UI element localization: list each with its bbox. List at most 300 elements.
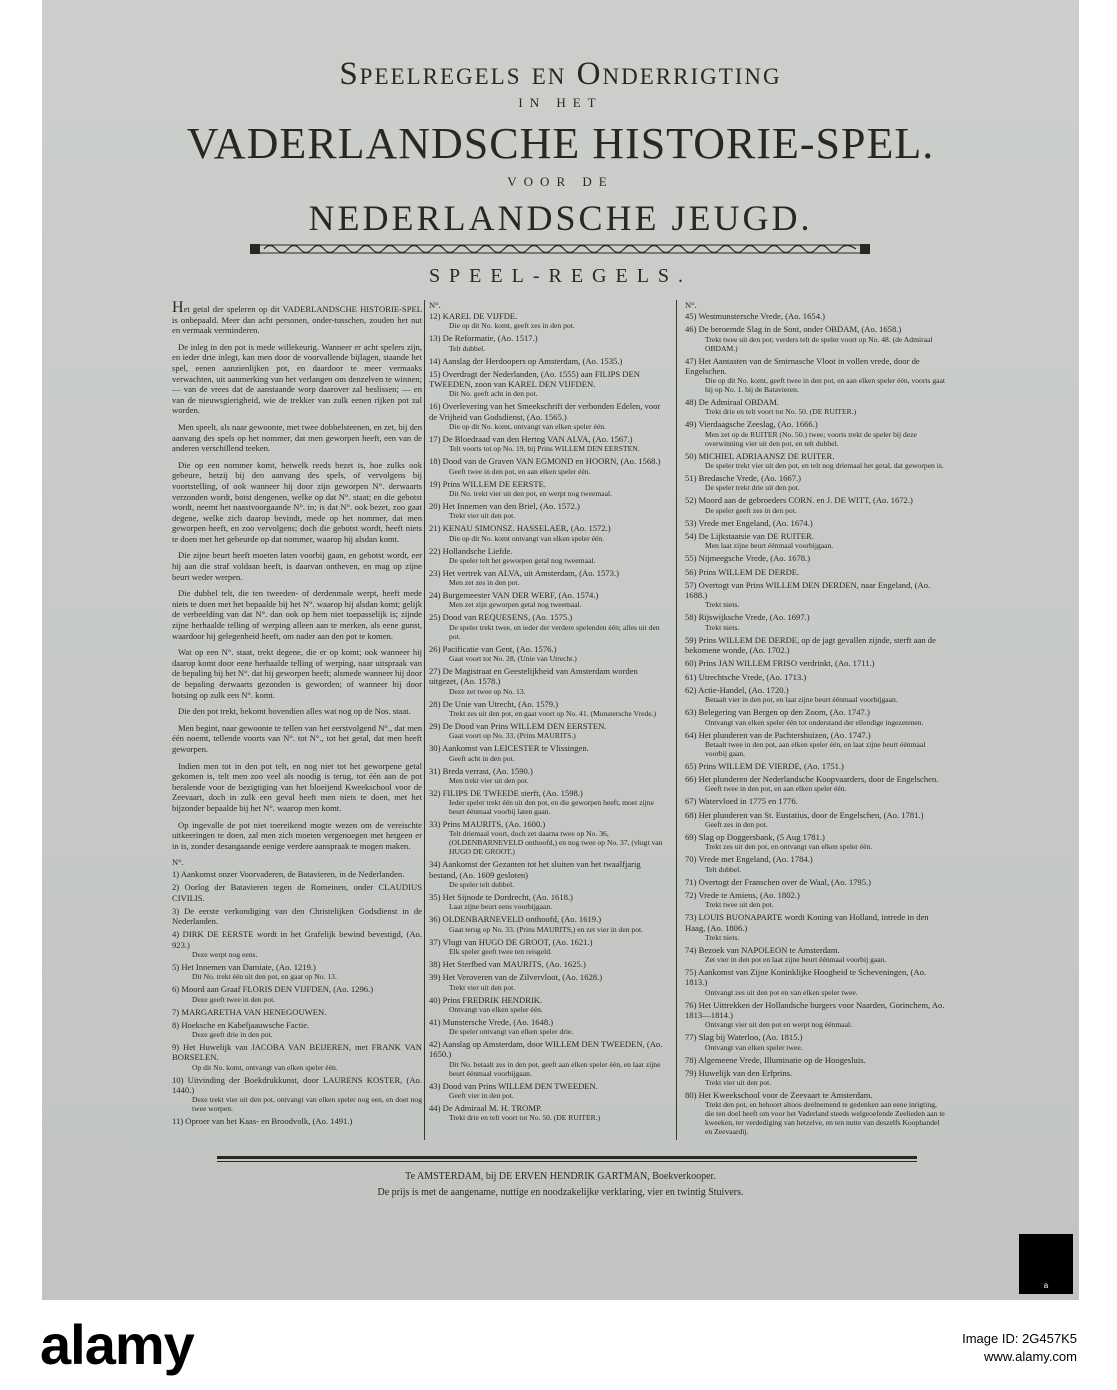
item-rule: Zet vier in den pot en laat zijne beurt éénmaal voorbij gaan. [705, 955, 887, 965]
item-number: 36) [429, 914, 443, 925]
item-text: Prins WILLEM DE EERSTE. [442, 478, 547, 489]
item-number: 27) [429, 666, 443, 677]
item-rule: Ontvangt vier uit den pot en werpt nog éénmaal. [705, 1020, 852, 1030]
board-square-item [685, 877, 945, 887]
item-number: 14) [429, 355, 443, 366]
drop-cap: H [172, 299, 184, 316]
item-rule: Elk speler geeft twee ten reisgeld. [449, 946, 552, 956]
item-rule: Trekt vier uit den pot. [705, 1078, 772, 1088]
item-number: 23) [429, 567, 443, 578]
item-text: Burgemeester VAN DER WERF, (Ao. 1574.) [442, 590, 599, 601]
item-number: 16) [429, 401, 443, 412]
item-number: 65) [685, 760, 699, 771]
board-square-item [429, 612, 667, 640]
item-text: Aankomst onzer Voorvaderen, de Batavieren, in de Nederlanden. [180, 868, 405, 879]
item-number: 2) [172, 882, 185, 893]
item-text: De Admiraal OBDAM. [698, 397, 780, 408]
rule-paragraph: De inleg in den pot is mede willekeurig. Wanneer er acht spelers zijn, en ieder drie inlegt, kan men door de voorvallende bijlagen, staande het spel, eenen aanzienlijken pot, en daardoor te meer vermaaks verwachten, uit aanmerking van het verlangen om denzelven te winnen; — van de vrees dat de aanstaande worp daarover zal beslissen; — en van de nieuwsgierigheid, wie de trekker van zulk eenen rijken pot zal worden. [172, 341, 422, 416]
item-number: 7) [172, 1006, 182, 1017]
item-number: 25) [429, 612, 443, 623]
item-text: De beroemde Slag in de Sont, onder OBDAM, (Ao. 1658.) [698, 324, 902, 335]
item-rule: Ieder speler trekt één uit den pot, en die geworpen heeft, moet zijne beurt éénmaal voorbij laten gaan. [449, 798, 654, 817]
board-square-item [172, 929, 422, 959]
item-text: Slag bij Waterloo, (Ao. 1815.) [698, 1032, 803, 1043]
item-text: De Reformatie, (Ao. 1517.) [442, 333, 538, 344]
board-square-item [429, 356, 667, 366]
item-number: 34) [429, 859, 443, 870]
board-square-item [685, 707, 945, 726]
item-rule: De speler geeft zes in den pot. [705, 505, 797, 515]
watermark-bar [0, 1300, 1117, 1390]
board-square-item [685, 419, 945, 447]
board-square-item [172, 1020, 422, 1039]
board-square-item [685, 311, 945, 321]
item-number: 52) [685, 495, 699, 506]
rule-paragraph: Die zijne beurt heeft moeten laten voorbij gaan, en gebotst wordt, eer hij aan die straf voldaan heeft, is daarvan ontheven, en mag op zijne beurt weder werpen. [172, 550, 422, 582]
board-square-item [429, 788, 667, 816]
board-square-item [685, 1090, 945, 1136]
title-line-4: VOOR DE [507, 174, 614, 189]
item-rule: Trekt niets. [705, 600, 740, 610]
item-number: 22) [429, 545, 443, 556]
item-number: 53) [685, 517, 699, 528]
item-text: Aankomst der Gezanten tot het sluiten van het twaalfjarig bestand, (Ao. 1609 gesloten) [429, 859, 641, 880]
board-square-item [429, 501, 667, 520]
board-square-item [685, 658, 945, 668]
item-rule: De speler telt dubbel. [449, 880, 514, 890]
board-squares-list-3 [685, 311, 945, 1136]
item-number: 62) [685, 684, 699, 695]
board-square-item [685, 730, 945, 758]
item-number: 47) [685, 355, 699, 366]
board-square-item [685, 912, 945, 942]
item-number: 43) [429, 1080, 443, 1091]
title-line-3: VADERLANDSCHE HISTORIE-SPEL. [186, 119, 935, 168]
board-square-item [429, 523, 667, 542]
item-number: 70) [685, 854, 699, 865]
rule-paragraph: Die dubbel telt, die ten tweeden- of derdenmale werpt, heeft mede niets te doen met het bepaalde bij het N°. waarop hij alsdan komt; gelijk de verbeelding van dat N°. dan ook op hem niet toepasselijk is; zijnde zijne herhaalde telling of werping alleen aan te merken, als eene gunst, waardoor hij gelegenheid heeft, om nader aan den pot te komen. [172, 588, 422, 641]
item-text: Aanslag op Amsterdam, door WILLEM DEN TWEEDEN, (Ao. 1650.) [429, 1039, 663, 1060]
imprint-publisher: Te AMSTERDAM, bij DE ERVEN HENDRIK GARTMAN, Boekverkooper. [405, 1171, 716, 1182]
item-number: 39) [429, 972, 443, 983]
board-square-item [429, 479, 667, 498]
item-text: Munstersche Vrede, (Ao. 1648.) [442, 1016, 554, 1027]
rule-paragraph: Die op een nommer komt, hetwelk reeds bezet is, hoe zulks ook gebeure, hetzij bij den aanvang des spels, of vervolgens bij voortstelling, of ook wanneer hij door zijn geworpen N°. derwaarts verzonden wordt, botst dengenen, welke op dat N°. staat; en die gebotst wordt, neemt het naastvoorgaande N°. in; is dat N°. ook bezet, zoo gaat degene, welke zich daarop bevindt, mede op het nommer, dat men geworpen heeft, en zoo vervolgens; doch die gebotst wordt, heeft niets te doen met het gebeurde op dat nommer, waarop hij alsdan komt. [172, 459, 422, 544]
item-rule: Men zet zijn geworpen getal nog tweemaal. [449, 600, 582, 610]
board-square-item [429, 743, 667, 762]
item-rule: Betaalt vier in den pot, en laat zijne beurt éénmaal voorbijgaan. [705, 695, 898, 705]
item-text: Prins WILLEM DE DERDE, op de jagt gevallen zijnde, sterft aan de bekomene wonde, (Ao. 1702.) [685, 634, 936, 656]
title-line-2: IN HET [518, 95, 603, 110]
item-number: 5) [172, 961, 182, 972]
board-square-item [685, 612, 945, 631]
item-text: Het plunderen van St. Eustatius, door de Engelschen, (Ao. 1781.) [698, 809, 924, 820]
item-number: 26) [429, 643, 443, 654]
item-text: Pacificatie van Gent, (Ao. 1576.) [442, 643, 557, 654]
item-number: 21) [429, 523, 443, 534]
item-number: 19) [429, 478, 443, 489]
item-number: 78) [685, 1054, 699, 1065]
item-text: Westmunstersche Vrede, (Ao. 1654.) [698, 311, 826, 321]
item-rule: Men zet op de RUITER (No. 50.) twee; voorts trekt de speler bij deze overwinning vier uit den pot, en telt dubbel. [705, 429, 917, 448]
board-square-item [685, 553, 945, 563]
item-rule: Telt voorts tot op No. 19, bij Prins WILLEM DEN EERSTEN. [449, 444, 640, 454]
board-square-item [685, 518, 945, 528]
item-number: 60) [685, 658, 699, 669]
item-number: 32) [429, 787, 443, 798]
board-square-item [429, 959, 667, 969]
item-number: 67) [685, 796, 699, 807]
item-text: Het Veroveren van de Zilvervloot, (Ao. 1628.) [442, 972, 603, 983]
corner-stamp-label: a [1043, 1281, 1049, 1290]
item-rule: Dit No. trekt één uit den pot, en gaat op No. 13. [192, 972, 337, 982]
document-sheet [42, 0, 1079, 1300]
item-text: De Lijkstaatsie van DE RUITER. [698, 530, 814, 541]
item-number: 71) [685, 876, 699, 887]
item-text: Prins FREDRIK HENDRIK. [442, 994, 543, 1005]
item-text: Overlevering van het Smeekschrift der verbonden Edelen, voor de Vrijheid van Godsdienst, (Ao. 1565.) [429, 401, 661, 422]
corner-stamp [1019, 1234, 1073, 1294]
item-number: 55) [685, 553, 699, 564]
board-square-item [685, 796, 945, 806]
item-text: Prins WILLEM DE VIERDE, (Ao. 1751.) [698, 760, 844, 771]
item-text: Moord aan Graaf FLORIS DEN VIJFDEN, (Ao. 1296.) [181, 984, 374, 995]
item-number: 24) [429, 590, 443, 601]
item-number: 30) [429, 743, 443, 754]
item-text: De Bloedraad van den Hertog VAN ALVA, (Ao. 1567.) [442, 434, 633, 445]
number-header: N°. [685, 300, 697, 310]
item-rule: De speler trekt vier uit den pot, en telt nog driemaal het getal, dat geworpen is. [705, 461, 944, 471]
board-square-item [685, 580, 945, 610]
column-divider [676, 300, 677, 1140]
intro-paragraph-text: et getal der speleren op dit VADERLANDSCHE HISTORIE-SPEL is onbepaald. Meer dan acht personen, onder-tusschen, zouden het nut en vermaak verminderen. [172, 304, 422, 336]
item-rule: Trekt twee uit den pot; verders telt de speler voort op No. 48. (de Admiraal OBDAM.) [705, 334, 933, 353]
board-square-item [685, 451, 945, 470]
item-text: Het Innemen van Damiate, (Ao. 1219.) [181, 961, 316, 972]
item-text: Het Sijnode te Dordrecht, (Ao. 1618.) [442, 892, 573, 903]
item-text: Breda verrast, (Ao. 1590.) [442, 765, 533, 776]
board-square-item [429, 369, 667, 399]
item-text: Utrechtsche Vrede, (Ao. 1713.) [698, 671, 807, 682]
item-text: De Admiraal M. H. TROMP. [442, 1102, 542, 1113]
item-number: 18) [429, 456, 443, 467]
rule-paragraph: Indien men tot in den pot telt, en nog niet tot het geworpene getal gekomen is, telt men zoo veel als noodig is terug, tot één aan de pot beralende voor de bezigtiging van het bloeijend Kweekschool voor de Zeevaart, doch in zulk een geval heeft men niets te doen, met het bijzonder bepaalde bij het N°. waarop men komt. [172, 760, 422, 813]
board-square-item [172, 1007, 422, 1017]
board-square-item [685, 1000, 945, 1030]
item-number: 29) [429, 720, 443, 731]
item-number: 20) [429, 500, 443, 511]
item-number: 61) [685, 671, 699, 682]
board-square-item [685, 967, 945, 997]
title-line-1: Speelregels en Onderrigting [339, 56, 782, 92]
item-number: 31) [429, 765, 443, 776]
item-text: Het Sterfbed van MAURITS, (Ao. 1625.) [442, 958, 586, 969]
item-text: Rijswijksche Vrede, (Ao. 1697.) [698, 612, 810, 623]
ornamental-divider [250, 242, 870, 256]
board-square-item [685, 672, 945, 682]
board-square-item [429, 311, 667, 330]
item-rule: De speler telt het geworpen getal nog tweemaal. [449, 555, 596, 565]
item-rule: Betaalt twee in den pot, aan elken speler één, en laat zijne beurt éénmaal voorbij gaan. [705, 739, 926, 758]
item-text: KAREL DE VIJFDE. [442, 311, 518, 321]
item-text: MICHIEL ADRIAANSZ DE RUITER. [698, 450, 835, 461]
board-square-item [429, 456, 667, 475]
item-text: Het plunderen van de Pachtershuizen, (Ao. 1747.) [698, 729, 871, 740]
item-text: Slag op Doggersbank, (5 Aug 1781.) [698, 832, 825, 843]
item-rule: Telt dubbel. [449, 343, 486, 353]
item-number: 51) [685, 473, 699, 484]
item-number: 56) [685, 566, 699, 577]
item-number: 1) [172, 868, 181, 879]
board-square-item [172, 984, 422, 1003]
item-text: Dood van REQUESENS, (Ao. 1575.) [442, 612, 573, 623]
item-text: Het Uittrekken der Hollandsche burgers voor Naarden, Gorinchem, Ao. 1813—1814.) [685, 999, 945, 1020]
item-number: 44) [429, 1102, 443, 1113]
board-square-item [685, 495, 945, 514]
item-number: 80) [685, 1090, 699, 1101]
brand-logo: alamy [40, 1313, 194, 1376]
item-number: 8) [172, 1019, 182, 1030]
item-number: 57) [685, 579, 699, 590]
item-number: 35) [429, 892, 443, 903]
board-square-item [685, 945, 945, 964]
item-number: 28) [429, 698, 443, 709]
item-rule: Telt dubbel. [705, 864, 742, 874]
board-square-item [429, 1081, 667, 1100]
item-number: 49) [685, 419, 699, 430]
item-rule: Dit No. trekt vier uit den pot, en werpt nog tweemaal. [449, 488, 613, 498]
board-square-item [429, 666, 667, 696]
item-number: 58) [685, 612, 699, 623]
column-divider [424, 300, 425, 1140]
item-number: 33) [429, 819, 443, 830]
item-number: 63) [685, 707, 699, 718]
board-square-item [429, 892, 667, 911]
board-square-item [429, 766, 667, 785]
item-text: KENAU SIMONSZ. HASSELAER, (Ao. 1572.) [442, 523, 611, 534]
board-square-item [172, 1116, 422, 1126]
board-square-item [429, 721, 667, 740]
board-square-item [685, 531, 945, 550]
item-rule: Men trekt vier uit den pot. [449, 775, 529, 785]
item-text: Nijmeegsche Vrede, (Ao. 1678.) [698, 553, 811, 564]
item-text: Algemeene Vrede, Illuminatie op de Hoogesluis. [698, 1054, 866, 1065]
item-number: 12) [429, 311, 443, 321]
item-number: 42) [429, 1039, 443, 1050]
item-rule: Ontvangt van elken speler twee. [705, 1042, 803, 1052]
item-number: 54) [685, 530, 699, 541]
board-square-item [685, 397, 945, 416]
item-text: Het vertrek van ALVA, uit Amsterdam, (Ao. 1573.) [442, 567, 619, 578]
bottom-rule [217, 1156, 917, 1159]
section-heading: SPEEL-REGELS. [428, 265, 693, 287]
board-squares-column-3 [685, 298, 945, 1139]
item-rule: Trekt drie en telt voort tot No. 50. (DE RUITER.) [705, 407, 857, 417]
item-number: 73) [685, 912, 699, 923]
board-square-item [429, 914, 667, 933]
item-text: Prins MAURITS, (Ao. 1600.) [442, 819, 546, 830]
item-text: OLDENBARNEVELD onthoofd, (Ao. 1619.) [442, 914, 602, 925]
item-number: 4) [172, 929, 183, 940]
item-rule: Ontvangt van elken speler één. [449, 1004, 543, 1014]
item-text: Vrede met Engeland, (Ao. 1784.) [698, 854, 813, 865]
board-square-item [172, 962, 422, 981]
board-square-item [429, 333, 667, 352]
item-rule: Die op dit No. komt, geeft twee in den pot, en aan elken speler één, voorts gaat hij op No. 1. bij de Batavieren. [705, 376, 945, 395]
item-text: MARGARETHA VAN HENEGOUWEN. [181, 1006, 327, 1017]
item-text: LOUIS BUONAPARTE wordt Koning van Holland, intrede in den Haag, (Ao. 1806.) [685, 912, 929, 933]
item-rule: Trekt vier uit den pot. [449, 982, 516, 992]
item-text: Dood van Prins WILLEM DEN TWEEDEN. [442, 1080, 598, 1091]
item-rule: Deze trekt vier uit den pot, ontvangt van elken speler nog een, en doet nog twee worpen. [192, 1095, 422, 1114]
item-number: 9) [172, 1042, 184, 1053]
rule-paragraph: Op ingevalle de pot niet toereikend mogte wezen om de vereischte uitkeeringen te doen, zal men zich moeten vergenoegen met hetgeen er in is, zonder desangaande eenige verdere aanspraak te mogen maken. [172, 819, 422, 851]
board-square-item [685, 1055, 945, 1065]
item-number: 10) [172, 1074, 188, 1085]
item-text: Bezoek van NAPOLEON te Amsterdam. [698, 944, 840, 955]
item-text: De Magistraat en Geestelijkheid van Amsterdam worden uitgezet, (Ao. 1578.) [429, 666, 638, 687]
item-rule: Trekt niets. [705, 932, 740, 942]
board-square-item [685, 1032, 945, 1051]
board-square-item [685, 810, 945, 829]
item-number: 11) [172, 1116, 186, 1127]
item-text: Aankomst van LEICESTER te Vlissingen. [442, 743, 589, 754]
imprint-price: De prijs is met de aangename, nuttige en noodzakelijke verklaring, vier en twintig Stuivers. [377, 1187, 744, 1198]
board-square-item [685, 1068, 945, 1087]
item-number: 45) [685, 311, 699, 321]
number-header: N°. [429, 300, 441, 310]
board-square-item [685, 774, 945, 793]
board-square-item [685, 761, 945, 771]
item-text: Dood van de Graven VAN EGMOND en HOORN, (Ao. 1568.) [442, 456, 661, 467]
item-rule: Geeft twee in den pot, en aan elken speler één. [705, 784, 847, 794]
item-text: Watervloed in 1775 en 1776. [698, 796, 798, 807]
item-rule: Geeft vier in den pot. [449, 1090, 514, 1100]
item-rule: De speler ontvangt van elken speler drie. [449, 1027, 574, 1037]
item-rule: De speler trekt drie uit den pot. [705, 483, 800, 493]
board-square-item [685, 832, 945, 851]
board-square-item [172, 1042, 422, 1072]
item-rule: Geeft zes in den pot. [705, 820, 768, 830]
item-rule: Trekt vier uit den pot. [449, 511, 516, 521]
board-square-item [429, 590, 667, 609]
item-rule: Die op dit No. komt ontvangt van elken speler één. [449, 533, 605, 543]
item-text: FILIPS DE TWEEDE sterft, (Ao. 1598.) [442, 787, 583, 798]
item-text: Vrede te Amiens, (Ao. 1802.) [698, 889, 800, 900]
item-number: 46) [685, 324, 699, 335]
item-text: Het Aantasten van de Smirnasche Vloot in vollen vrede, door de Engelschen. [685, 355, 920, 376]
item-rule: Trekt twee uit den pot. [705, 900, 774, 910]
board-square-item [429, 1103, 667, 1122]
item-number: 15) [429, 368, 443, 379]
item-rule: Deze werpt nog eens. [192, 949, 258, 959]
item-rule: Trekt zes uit den pot, en ontvangt van elken speler één. [705, 842, 873, 852]
board-square-item [172, 869, 422, 879]
item-number: 48) [685, 397, 699, 408]
item-text: Moord aan de gebroeders CORN. en J. DE WITT, (Ao. 1672.) [698, 495, 913, 506]
item-text: Overtogt der Franschen over de Waal, (Ao. 1795.) [698, 876, 872, 887]
item-text: Vrede met Engeland, (Ao. 1674.) [698, 517, 813, 528]
item-rule: Ontvangt zes uit den pot en van elken speler twee. [705, 987, 858, 997]
item-text: De Dood van Prins WILLEM DEN EERSTEN. [442, 720, 607, 731]
board-squares-list-1 [172, 869, 422, 1127]
board-square-item [685, 473, 945, 492]
board-square-item [429, 644, 667, 663]
intro-paragraph [172, 299, 422, 336]
item-text: Oproer van het Kaas- en Broodvolk, (Ao. 1491.) [185, 1116, 353, 1127]
board-squares-column-2 [429, 298, 667, 1125]
item-number: 75) [685, 967, 699, 978]
item-rule: Gaat terug op No. 33. (Prins MAURITS,) en zet vier in den pot. [449, 924, 644, 934]
board-square-item [429, 568, 667, 587]
item-rule: Laat zijne beurt eens voorbijgaan. [449, 902, 553, 912]
item-number: 68) [685, 809, 699, 820]
board-square-item [429, 972, 667, 991]
board-squares-list-2 [429, 311, 667, 1122]
board-square-item [685, 890, 945, 909]
item-text: Vlugt van HUGO DE GROOT, (Ao. 1621.) [442, 936, 593, 947]
item-number: 38) [429, 958, 443, 969]
board-square-item [685, 567, 945, 577]
item-text: Huwelijk van den Erfprins. [698, 1067, 793, 1078]
board-square-item [429, 995, 667, 1014]
item-text: Prins WILLEM DE DERDE. [698, 566, 800, 577]
item-number: 77) [685, 1032, 699, 1043]
board-square-item [429, 1017, 667, 1036]
board-square-item [429, 699, 667, 718]
item-text: Het Kweekschool voor de Zeevaart te Amsterdam. [698, 1090, 873, 1101]
board-square-item [429, 859, 667, 889]
rules-column [172, 299, 423, 1130]
item-rule: Men zet zes in den pot. [449, 578, 520, 588]
item-rule: Deze zet twee op No. 13. [449, 686, 526, 696]
item-rule: Op dit No. komt, ontvangt van elken speler één. [192, 1062, 338, 1072]
item-rule: Die op dit No. komt, geeft zes in den pot. [449, 321, 575, 331]
item-number: 79) [685, 1067, 699, 1078]
item-rule: Men laat zijne beurt éénmaal voorbijgaan. [705, 541, 834, 551]
item-number: 40) [429, 994, 443, 1005]
board-square-item [685, 324, 945, 352]
item-text: Aanslag der Herdoopers op Amsterdam, (Ao. 1535.) [442, 355, 623, 366]
item-text: Aankomst van Zijne Koninklijke Hoogheid te Scheveningen, (Ao. 1813.) [685, 967, 927, 988]
rule-paragraph: Men speelt, als naar gewoonte, met twee dobbelsteenen, en zet, bij den aanvang des spels op het nommer, dat men geworpen heeft, een van de anderen verschillend teeken. [172, 421, 422, 454]
image-id: Image ID: 2G457K5 [962, 1331, 1077, 1346]
item-rule: Trekt den pot, en behoort altoos deelnemend te gedenken aan eene inrigting, die ten doel heeft om voor het Vaderland steeds welgeoefende Zeelieden aan te kweeken, ter verdediging van hetzelve, en ten nutte van deszelfs Koophandel en Zeevaardij. [705, 1100, 945, 1137]
item-number: 72) [685, 889, 699, 900]
item-number: 3) [172, 905, 185, 916]
item-rule: Trekt niets. [705, 622, 740, 632]
item-text: Overtogt van Prins WILLEM DEN DERDEN, naar Engeland, (Ao. 1688.) [685, 579, 931, 601]
item-rule: De speler trekt twee, en ieder der verdere spelenden één; alles uit den pot. [449, 622, 660, 641]
item-rule: Dit No. geeft acht in den pot. [449, 389, 538, 399]
rule-paragraph: Die den pot trekt, bekomt bovendien alles wat nog op de Nos. staat. [178, 706, 411, 717]
item-text: De eerste verkondiging van den Christelijken Godsdienst in de Nederlanden. [172, 905, 422, 927]
item-text: Uitvinding der Boekdrukkunst, door LAURENS KOSTER, (Ao. 1440.) [172, 1074, 423, 1096]
watermark-meta [962, 1330, 1077, 1366]
item-rule: Geeft twee in den pot, en aan elken speler één. [449, 466, 591, 476]
board-square-item [429, 819, 667, 856]
item-number: 37) [429, 936, 443, 947]
item-rule: Gaat voort tot No. 28, (Unie van Utrecht.) [449, 654, 577, 664]
item-rule: Deze geeft drie in den pot. [192, 1030, 273, 1040]
item-number: 64) [685, 729, 699, 740]
bottom-rule-thin [217, 1161, 917, 1162]
item-text: Overdragt der Nederlanden, (Ao. 1555) aan FILIPS DEN TWEEDEN, zoon van KAREL DEN VIJFDEN. [429, 368, 640, 390]
rule-paragraph: Men begint, naar gewoonte te tellen van het eerstvolgend N°., dat men één noemt, tellende voorts van N°. tot N°., tot het getal, dat men heeft geworpen. [172, 722, 422, 754]
item-text: Belegering van Bergen op den Zoom, (Ao. 1747.) [698, 707, 870, 718]
item-rule: Telt driemaal voort, doch zet daarna twee op No. 36, (OLDENBARNEVELD onthoofd,) en nog twee op No. 37, (vlugt van HUGO DE GROOT.) [449, 829, 663, 857]
item-number: 6) [172, 984, 182, 995]
